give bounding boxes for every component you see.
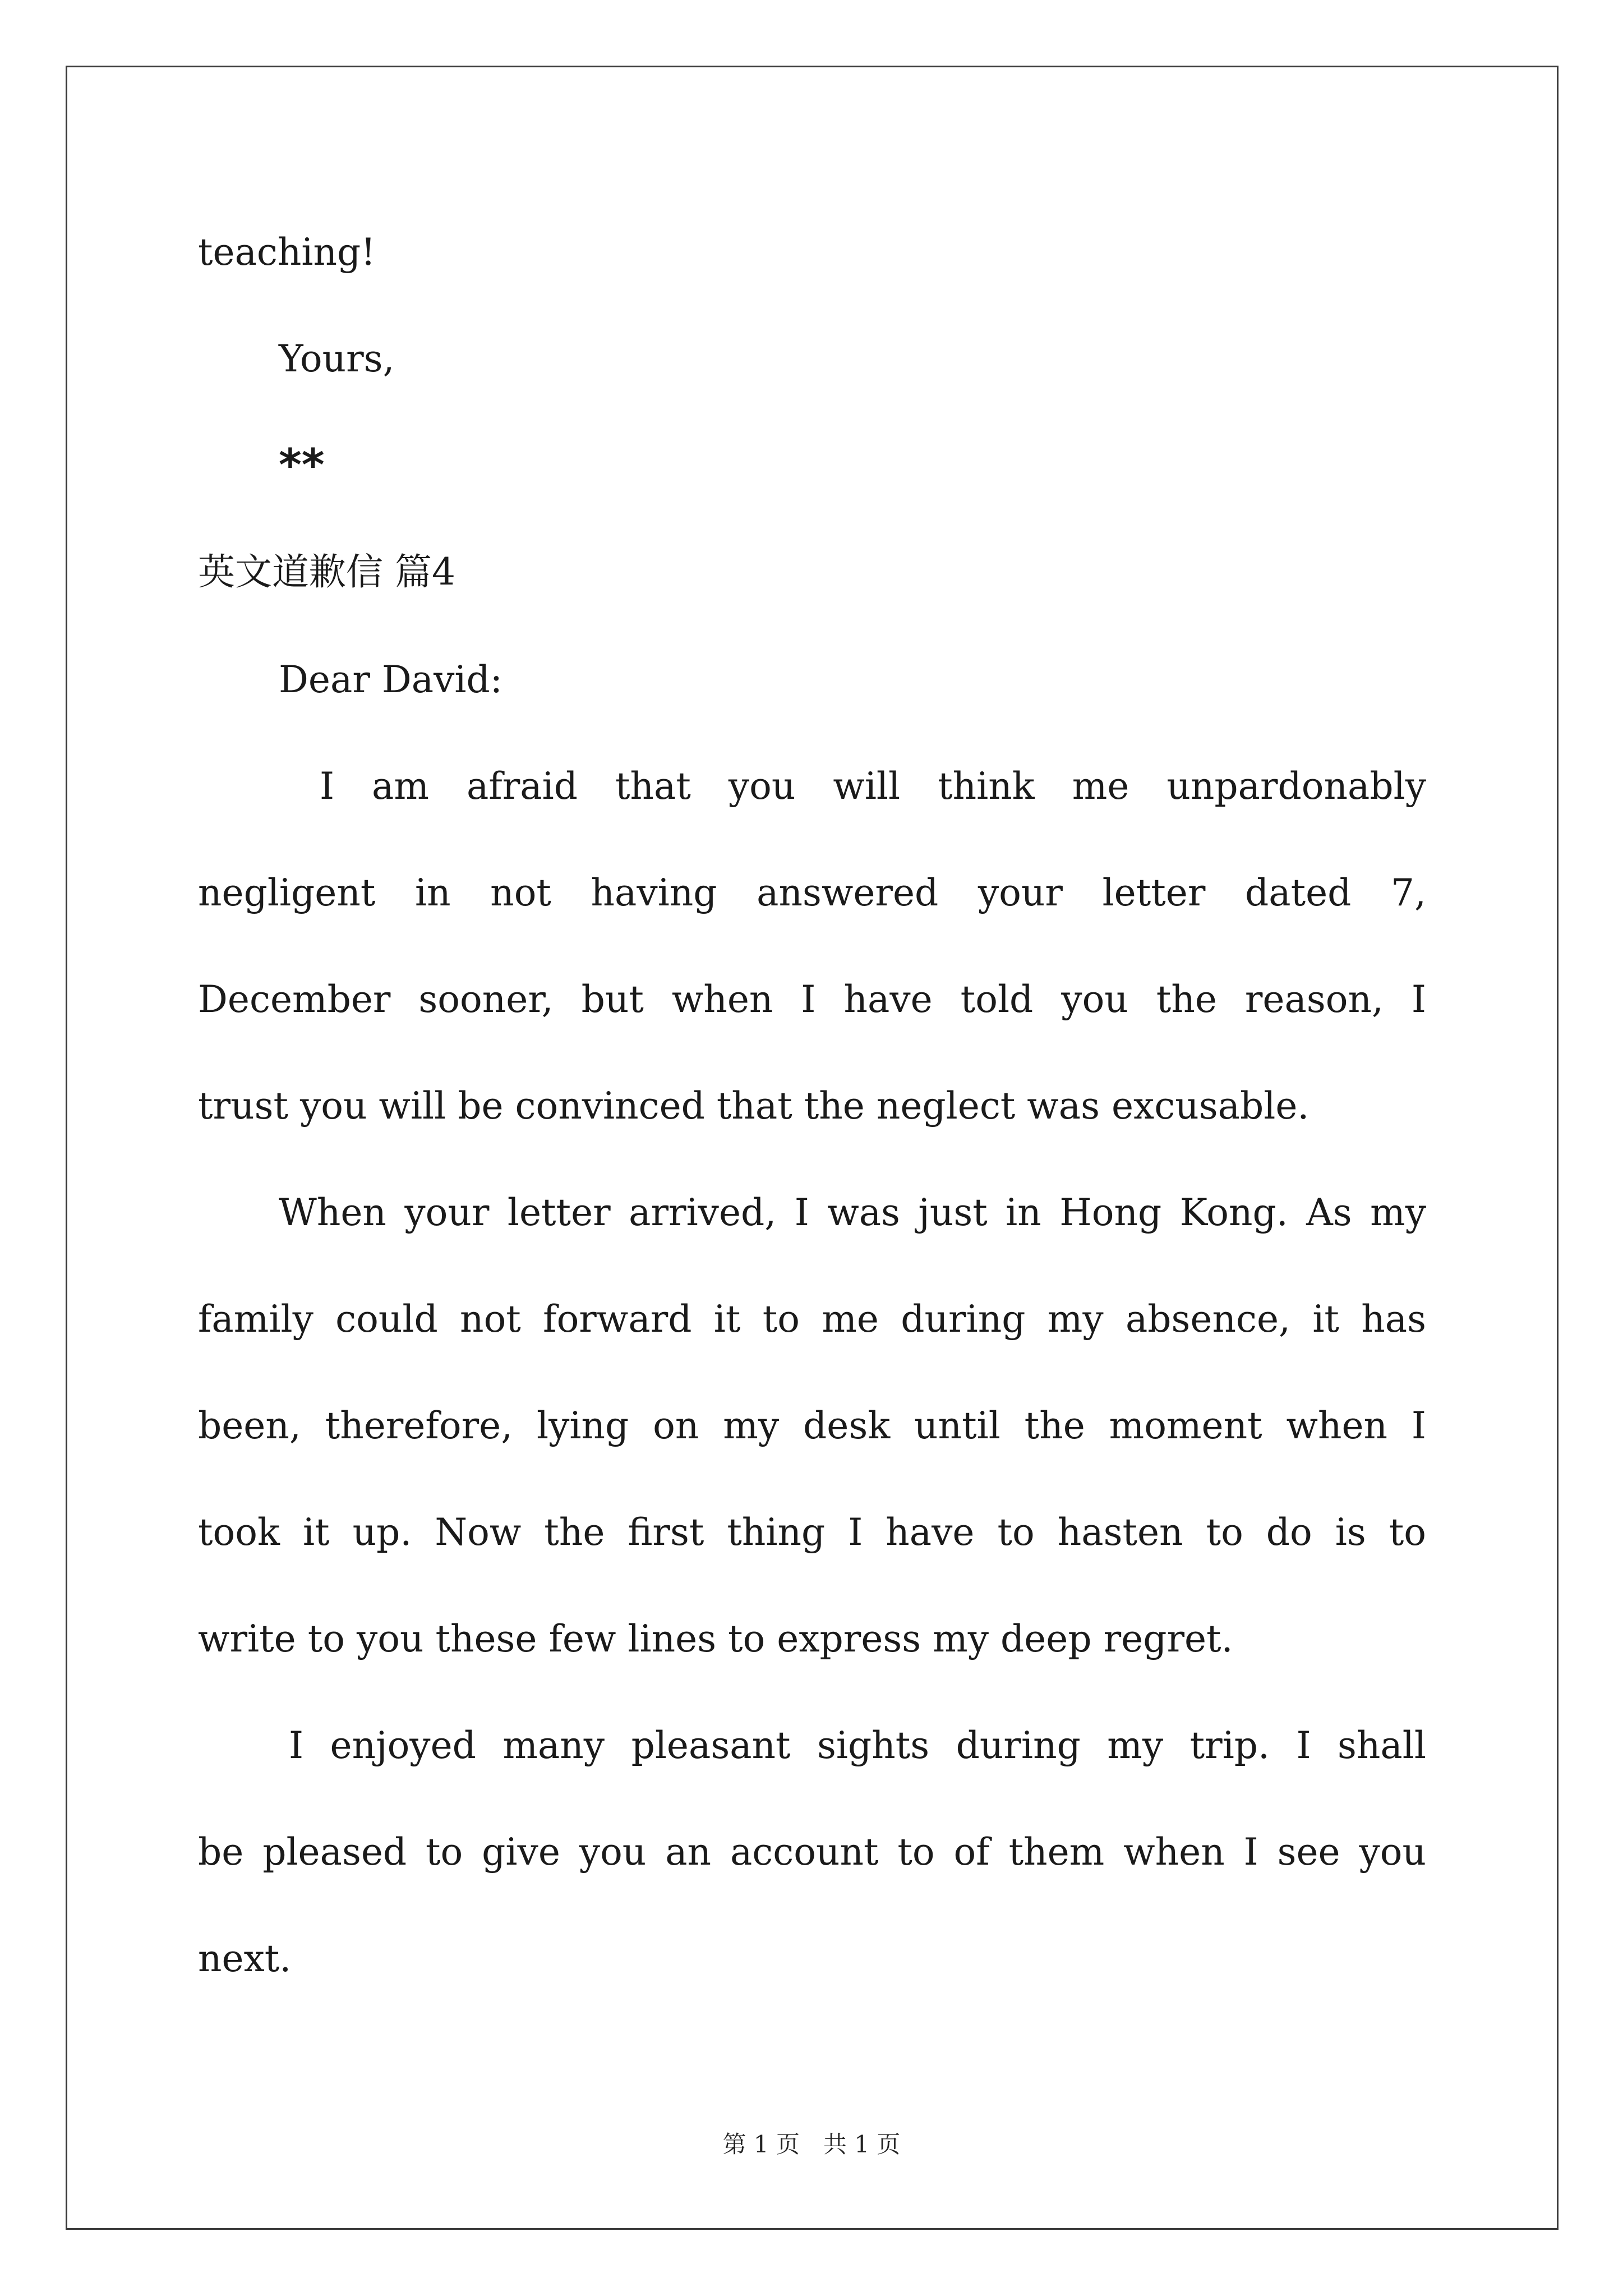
paragraph-2-line-4: took it up. Now the first thing I have to hasten to do is to (198, 1511, 1426, 1554)
text-line-continuation: teaching! (198, 231, 376, 274)
paragraph-1-line-2: negligent in not having answered your letter dated 7, (198, 871, 1426, 914)
paragraph-2-line-3: been, therefore, lying on my desk until the moment when I (198, 1404, 1426, 1447)
paragraph-1-line-3: December sooner, but when I have told you the reason, I (198, 978, 1426, 1021)
page-border (66, 66, 1559, 2230)
paragraph-1-line-4: trust you will be convinced that the neglect was excusable. (198, 1084, 1310, 1128)
paragraph-2-line-1: When your letter arrived, I was just in Hong Kong. As my (279, 1191, 1426, 1234)
closing-yours: Yours, (279, 337, 395, 380)
paragraph-2-line-2: family could not forward it to me during my absence, it has (198, 1297, 1426, 1341)
section-heading: 英文道歉信 篇4 (198, 550, 455, 593)
paragraph-3-line-3: next. (198, 1937, 292, 1980)
salutation: Dear David: (279, 658, 502, 701)
paragraph-2-line-5: write to you these few lines to express my deep regret. (198, 1617, 1233, 1660)
paragraph-1-line-1: I am afraid that you will think me unpardonably (320, 765, 1426, 808)
paragraph-3-line-2: be pleased to give you an account to of them when I see you (198, 1830, 1426, 1874)
paragraph-3-line-1: I enjoyed many pleasant sights during my trip. I shall (289, 1724, 1426, 1767)
page-footer: 第 1 页 共 1 页 (722, 2131, 901, 2158)
signature-stars: ** (279, 440, 325, 491)
